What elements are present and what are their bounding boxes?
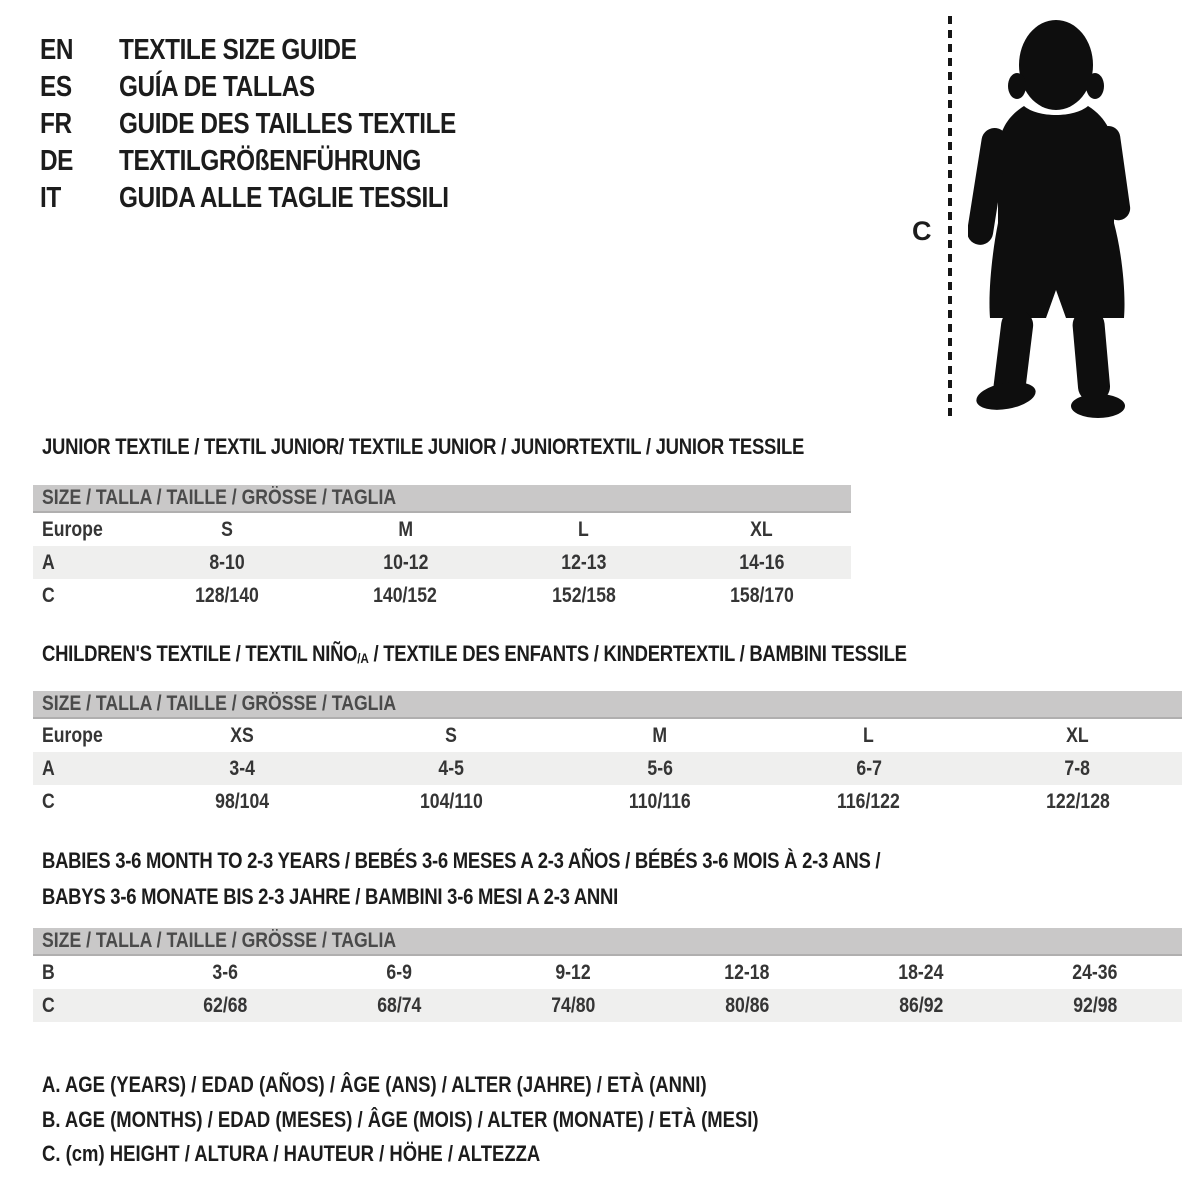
- cell-value: 140/152: [373, 583, 438, 607]
- lang-code-en: EN: [40, 34, 74, 66]
- lang-code-fr: FR: [40, 108, 72, 140]
- cell-value: 9-12: [555, 960, 591, 984]
- cell-value: L: [863, 723, 875, 747]
- cell-value: XS: [230, 723, 255, 747]
- row-label: C: [42, 993, 55, 1017]
- babies-row-height: [33, 989, 1182, 1022]
- height-measure-label: C: [912, 216, 932, 246]
- row-label: A: [42, 550, 55, 574]
- babies-section-title-line1: BABIES 3-6 MONTH TO 2-3 YEARS / BEBÉS 3-6 MESES A 2-3 AÑOS / BÉBÉS 3-6 MOIS À 2-3 ANS /: [42, 848, 881, 873]
- row-label: Europe: [42, 723, 103, 747]
- lang-row-it: [40, 180, 520, 217]
- cell-value: 6-7: [856, 756, 882, 780]
- cell-value: 116/122: [837, 789, 901, 813]
- lang-row-en: [40, 32, 520, 69]
- cell-value: S: [445, 723, 458, 747]
- row-label: C: [42, 789, 55, 813]
- children-size-header-bar: [33, 691, 1182, 719]
- guide-title-es: GUÍA DE TALLAS: [119, 71, 315, 103]
- size-header-label: SIZE / TALLA / TAILLE / GRÖSSE / TAGLIA: [42, 929, 397, 952]
- guide-title-en: TEXTILE SIZE GUIDE: [119, 34, 357, 66]
- silhouette-head: [1019, 20, 1093, 110]
- children-row-age: [33, 752, 1182, 785]
- junior-size-table: [33, 485, 851, 612]
- cell-value: 24-36: [1072, 960, 1118, 984]
- cell-value: 7-8: [1064, 756, 1091, 780]
- legend-height-cm: C. (cm) HEIGHT / ALTURA / HAUTEUR / HÖHE / ALTEZZA: [42, 1141, 541, 1166]
- cell-value: 152/158: [551, 583, 616, 607]
- guide-title-de: TEXTILGRÖßENFÜHRUNG: [119, 145, 421, 177]
- legend-age-years: A. AGE (YEARS) / EDAD (AÑOS) / ÂGE (ANS) / ALTER (JAHRE) / ETÀ (ANNI): [42, 1072, 707, 1097]
- size-header-label: SIZE / TALLA / TAILLE / GRÖSSE / TAGLIA: [42, 692, 397, 715]
- cell-value: 86/92: [898, 993, 944, 1017]
- cell-value: 12-18: [724, 960, 770, 984]
- cell-value: 128/140: [195, 583, 260, 607]
- language-title-block: [40, 32, 520, 217]
- cell-value: 68/74: [376, 993, 422, 1017]
- children-row-height: [33, 785, 1182, 818]
- legend-age-months: B. AGE (MONTHS) / EDAD (MESES) / ÂGE (MOIS) / ALTER (MONATE) / ETÀ (MESI): [42, 1107, 759, 1132]
- junior-row-europe: [33, 513, 851, 546]
- cell-value: 18-24: [898, 960, 944, 984]
- cell-value: 104/110: [419, 789, 483, 813]
- row-label: A: [42, 756, 55, 780]
- cell-value: 5-6: [647, 756, 673, 780]
- size-header-label: SIZE / TALLA / TAILLE / GRÖSSE / TAGLIA: [42, 486, 397, 509]
- toddler-silhouette-image: [968, 18, 1138, 418]
- cell-value: 10-12: [382, 550, 428, 574]
- cell-value: M: [652, 723, 668, 747]
- cell-value: 3-6: [212, 960, 238, 984]
- lang-code-de: DE: [40, 145, 74, 177]
- junior-row-height: [33, 579, 851, 612]
- row-label: Europe: [42, 517, 103, 541]
- children-size-table: [33, 691, 1182, 818]
- cell-value: 8-10: [209, 550, 245, 574]
- babies-section-title-line2: BABYS 3-6 MONATE BIS 2-3 JAHRE / BAMBINI 3-6 MESI A 2-3 ANNI: [42, 884, 618, 909]
- cell-value: S: [221, 517, 234, 541]
- cell-value: XL: [750, 517, 774, 541]
- guide-title-it: GUIDA ALLE TAGLIE TESSILI: [119, 182, 449, 214]
- junior-section-title: JUNIOR TEXTILE / TEXTIL JUNIOR/ TEXTILE JUNIOR / JUNIORTEXTIL / JUNIOR TESSILE: [42, 434, 805, 459]
- cell-value: 122/128: [1045, 789, 1110, 813]
- row-label: C: [42, 583, 55, 607]
- row-label: B: [42, 960, 55, 984]
- babies-size-header-bar: [33, 928, 1182, 956]
- lang-row-es: [40, 69, 520, 106]
- cell-value: 158/170: [729, 583, 794, 607]
- cell-value: 92/98: [1072, 993, 1118, 1017]
- cell-value: 3-4: [229, 756, 256, 780]
- lang-row-de: [40, 143, 520, 180]
- children-title-subscript: /A: [357, 650, 369, 666]
- babies-row-months: [33, 956, 1182, 989]
- height-measure-dashed-line: [948, 16, 952, 416]
- junior-size-header-bar: [33, 485, 851, 513]
- children-section-title: CHILDREN'S TEXTILE / TEXTIL NIÑO/A / TEXTILE DES ENFANTS / KINDERTEXTIL / BAMBINI TESSILE: [42, 641, 907, 666]
- cell-value: 62/68: [202, 993, 248, 1017]
- cell-value: 4-5: [438, 756, 464, 780]
- cell-value: 14-16: [739, 550, 785, 574]
- cell-value: L: [578, 517, 590, 541]
- lang-code-es: ES: [40, 71, 72, 103]
- cell-value: XL: [1066, 723, 1089, 747]
- guide-title-fr: GUIDE DES TAILLES TEXTILE: [119, 108, 456, 140]
- cell-value: 98/104: [215, 789, 270, 813]
- cell-value: 110/116: [629, 789, 691, 813]
- children-row-europe: [33, 719, 1182, 752]
- cell-value: 6-9: [386, 960, 412, 984]
- cell-value: M: [398, 517, 413, 541]
- lang-code-it: IT: [40, 182, 61, 214]
- junior-row-age: [33, 546, 851, 579]
- cell-value: 74/80: [550, 993, 596, 1017]
- babies-size-table: [33, 928, 1182, 1022]
- cell-value: 12-13: [561, 550, 607, 574]
- cell-value: 80/86: [724, 993, 770, 1017]
- lang-row-fr: [40, 106, 520, 143]
